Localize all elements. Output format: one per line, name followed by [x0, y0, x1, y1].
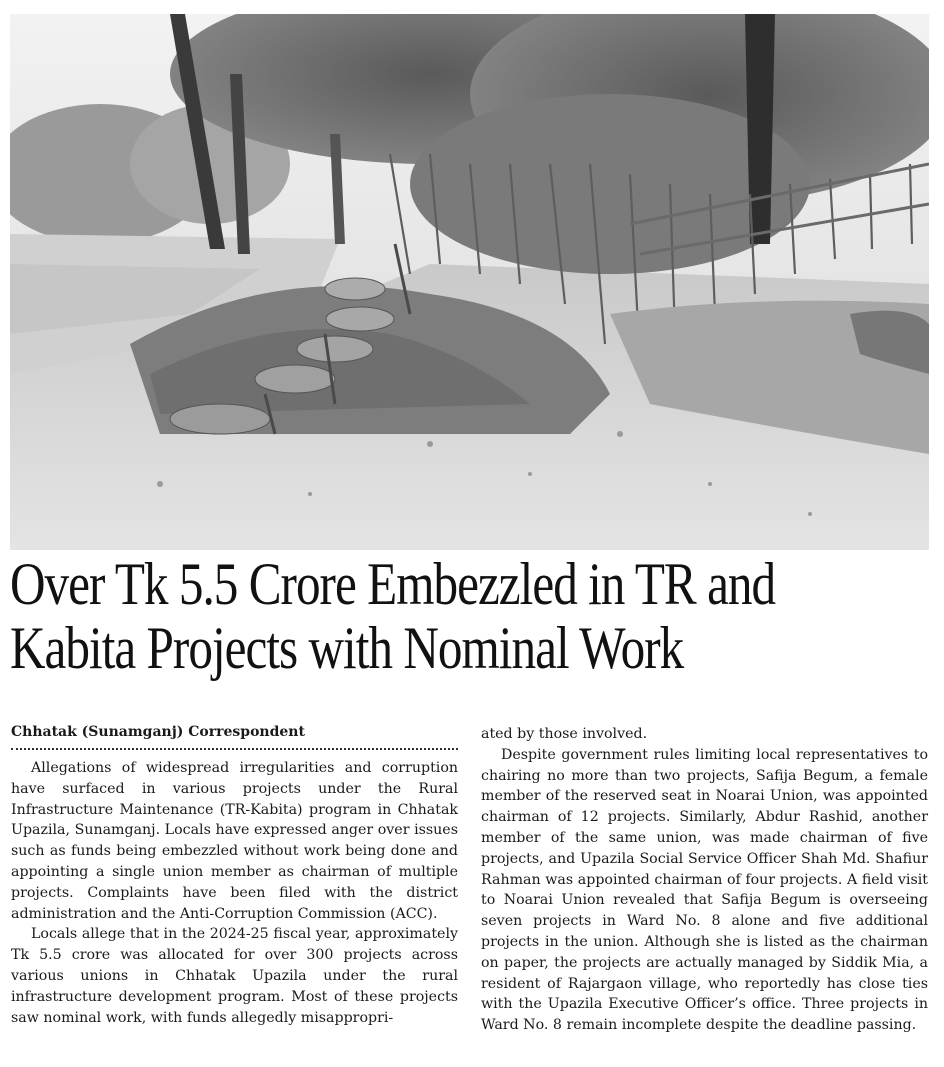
photo-icon	[10, 14, 929, 550]
headline	[10, 551, 776, 681]
article-paragraph: Despite government rules limiting local representatives to chairing no more than two projects, Safija Begum, a female member of the reserved seat in Noarai Union, was appointed chairman of 12 projects. Similarly, Abdur Rashid, another member of the same union, was made chairman of five projects, and Upazila Social Service Officer Shah Md. Shafiur Rahman was appointed chairman of four projects. A field visit to Noarai Union revealed that Safija Begum is overseeing seven projects in Ward No. 8 alone and five additional projects in the union. Although she is listed as the chairman on paper, the projects are actually managed by Siddik Mia, a resident of Rajargaon village, who reportedly has close ties with the Upazila Executive Officer’s office. Three projects in Ward No. 8 remain incomplete despite the deadline passing.	[481, 746, 928, 1034]
article-paragraph: Allegations of widespread irregularities and corruption have surfaced in various projects under the Rural Infrastructure Maintenance (TR-Kabita) program in Chhatak Upazila, Sunamganj. Locals have expressed anger over issues such as funds being embezzled without work being done and appointing a single union member as chairman of multiple projects. Complaints have been filed with the district administration and the Anti-Corruption Commission (ACC).	[11, 760, 458, 922]
headline-line-2: Kabita Projects with Nominal Work	[10, 615, 684, 681]
byline: Chhatak (Sunamganj) Correspondent	[11, 722, 458, 750]
article-paragraph: Locals allege that in the 2024-25 fiscal year, approximately Tk 5.5 crore was allocated for over 300 projects across various unions in Chhatak Upazila under the rural infrastructure development program. Most of these projects saw nominal work, with funds allegedly misappropri-	[11, 926, 458, 1026]
article-column-right	[481, 724, 928, 1036]
headline-line-1: Over Tk 5.5 Crore Embezzled in TR and	[10, 551, 776, 617]
article-paragraph-continuation: ated by those involved.	[481, 726, 648, 742]
article-column-left	[11, 722, 458, 1028]
news-photo	[10, 14, 929, 550]
